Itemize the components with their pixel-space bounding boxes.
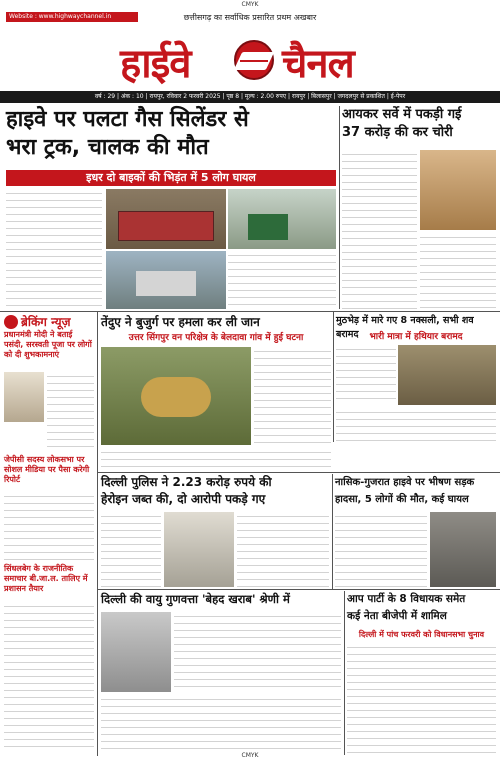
tax-headline <box>342 106 494 146</box>
heroin-body-text-2 <box>237 512 329 587</box>
lead-photo-truck <box>106 189 226 249</box>
smog-photo <box>101 612 171 692</box>
masthead-title-right: चैनल <box>282 40 354 87</box>
left-headline-2 <box>4 455 94 491</box>
aap-headline <box>347 591 496 627</box>
air-headline <box>101 591 341 609</box>
lead-photo-tractor <box>228 189 336 249</box>
naxal-body-text <box>336 345 396 405</box>
naxal-subheadline: भारी मात्रा में हथियार बरामद <box>369 332 463 342</box>
lead-body-text <box>6 189 102 309</box>
nashik-body-text <box>335 512 427 587</box>
tagline: छत्तीसगढ़ का सर्वाधिक प्रसारित प्रथम अखबार <box>183 13 317 22</box>
lead-headline-line1: हाइवे पर पलटा गैस सिलेंडर से <box>6 107 249 132</box>
nashik-divider <box>332 474 333 589</box>
row-divider-3 <box>98 589 500 590</box>
lead-photo-accident <box>106 251 226 309</box>
road-logo-divider <box>240 60 268 62</box>
left-headline-1-text: प्रधानमंत्री मोदी ने बताई पसंदी, सरस्वती पूजा पर लोगों को दी शुभकामनाएं <box>4 330 92 359</box>
tax-headline-line1: आयकर सर्वे में पकड़ी गई <box>342 107 462 122</box>
lead-headline <box>6 106 336 168</box>
tiger-body-text <box>254 347 331 445</box>
edition-info-bar: वर्ष : 29 | अंक : 10 | रायपुर, रविवार 2 फरवरी 2025 | पृष्ठ 8 | मूल्य : 2.00 रुपए | रायपुर | बिलासपुर | जगदलपुर से प्रकाशित | ई-पेपर <box>0 91 500 103</box>
footer-cmyk-label: CMYK <box>241 752 259 759</box>
air-headline-text: दिल्ली की वायु गुणवत्ता 'बेहद खराब' श्रेणी में <box>101 592 290 606</box>
modi-photo <box>4 372 44 422</box>
left-body-text-1 <box>47 372 94 450</box>
tax-body-text-2 <box>420 233 496 309</box>
left-column-divider <box>97 312 98 756</box>
tax-headline-line2: 37 करोड़ की कर चोरी <box>342 125 453 140</box>
naxal-photo <box>398 345 496 405</box>
tiger-headline-text: तेंदुए ने बुजुर्ग पर हमला कर ली जान <box>101 315 260 329</box>
left-headline-2-text: जेपीसी सदस्य लोकसभा पर सोशल मीडिया पर पैसा करेगी रिपोर्ट <box>4 455 90 484</box>
left-headline-3-text: सिंधलबेग के राजनीतिक समाचार बी.जा.ल. तालिए में प्रशासन तैयार <box>4 564 88 593</box>
row-divider-2 <box>98 472 500 473</box>
nashik-headline <box>335 474 496 510</box>
breaking-icon <box>4 315 18 329</box>
air-body-text <box>174 612 341 692</box>
left-headline-1 <box>4 330 94 370</box>
leopard-shape <box>141 377 211 417</box>
ambulance-shape <box>136 271 196 296</box>
cmyk-label: CMYK <box>241 1 259 8</box>
tiger-body-text-2 <box>101 448 331 470</box>
breaking-news-label <box>4 311 94 327</box>
heroin-photo <box>164 512 234 587</box>
heroin-body-text <box>101 512 161 587</box>
naxal-headline-text: मुठभेड़ में मारे गए 8 नक्सली, सभी शव बरामद <box>336 315 474 340</box>
aap-headline-line1: आप पार्टी के 8 विधायक समेत <box>347 593 466 605</box>
left-body-text-2 <box>4 492 94 562</box>
nashik-photo <box>430 512 496 587</box>
masthead-title-left: हाईवे <box>120 40 191 87</box>
aap-subheadline: दिल्ली में पांच फरवरी को विधानसभा चुनाव <box>358 630 485 639</box>
naxal-body-text-2 <box>336 408 496 442</box>
heroin-headline-line1: दिल्ली पुलिस ने 2.23 करोड़ रुपये की <box>101 475 272 489</box>
lead-body-text-2 <box>228 251 336 309</box>
lead-subheadline: इधर दो बाइकों की भिड़ंत में 5 लोग घायल <box>6 170 336 186</box>
lead-headline-line2: भरा ट्रक, चालक की मौत <box>6 135 209 160</box>
aap-divider <box>344 591 345 755</box>
leopard-photo <box>101 347 251 445</box>
aap-headline-line2: कई नेता बीजेपी में शामिल <box>347 610 447 622</box>
tiger-headline <box>101 314 331 330</box>
website-banner[interactable]: Website : www.highwaychannel.in <box>6 12 138 22</box>
heroin-headline <box>101 474 329 510</box>
tiger-subheadline: उत्तर सिंगपुर वन परिक्षेत्र के बेलदावा गांव में हुई घटना <box>128 333 304 343</box>
tax-photo-cash <box>420 150 496 230</box>
air-body-text-2 <box>101 695 341 753</box>
naxal-divider <box>333 312 334 442</box>
truck-shape <box>118 211 214 241</box>
tractor-shape <box>248 214 288 240</box>
left-headline-3 <box>4 564 94 600</box>
aap-body-text <box>347 643 496 753</box>
breaking-text: ब्रेकिंग न्यूज़ <box>21 315 71 329</box>
column-divider <box>339 106 340 309</box>
tax-body-text <box>342 150 417 309</box>
nashik-headline-line2: हादसा, 5 लोगों की मौत, कई घायल <box>335 494 469 505</box>
heroin-headline-line2: हेरोइन जब्त की, दो आरोपी पकड़े गए <box>101 492 266 506</box>
left-body-text-3 <box>4 602 94 752</box>
nashik-headline-line1: नासिक-गुजरात हाइवे पर भीषण सड़क <box>335 477 475 488</box>
